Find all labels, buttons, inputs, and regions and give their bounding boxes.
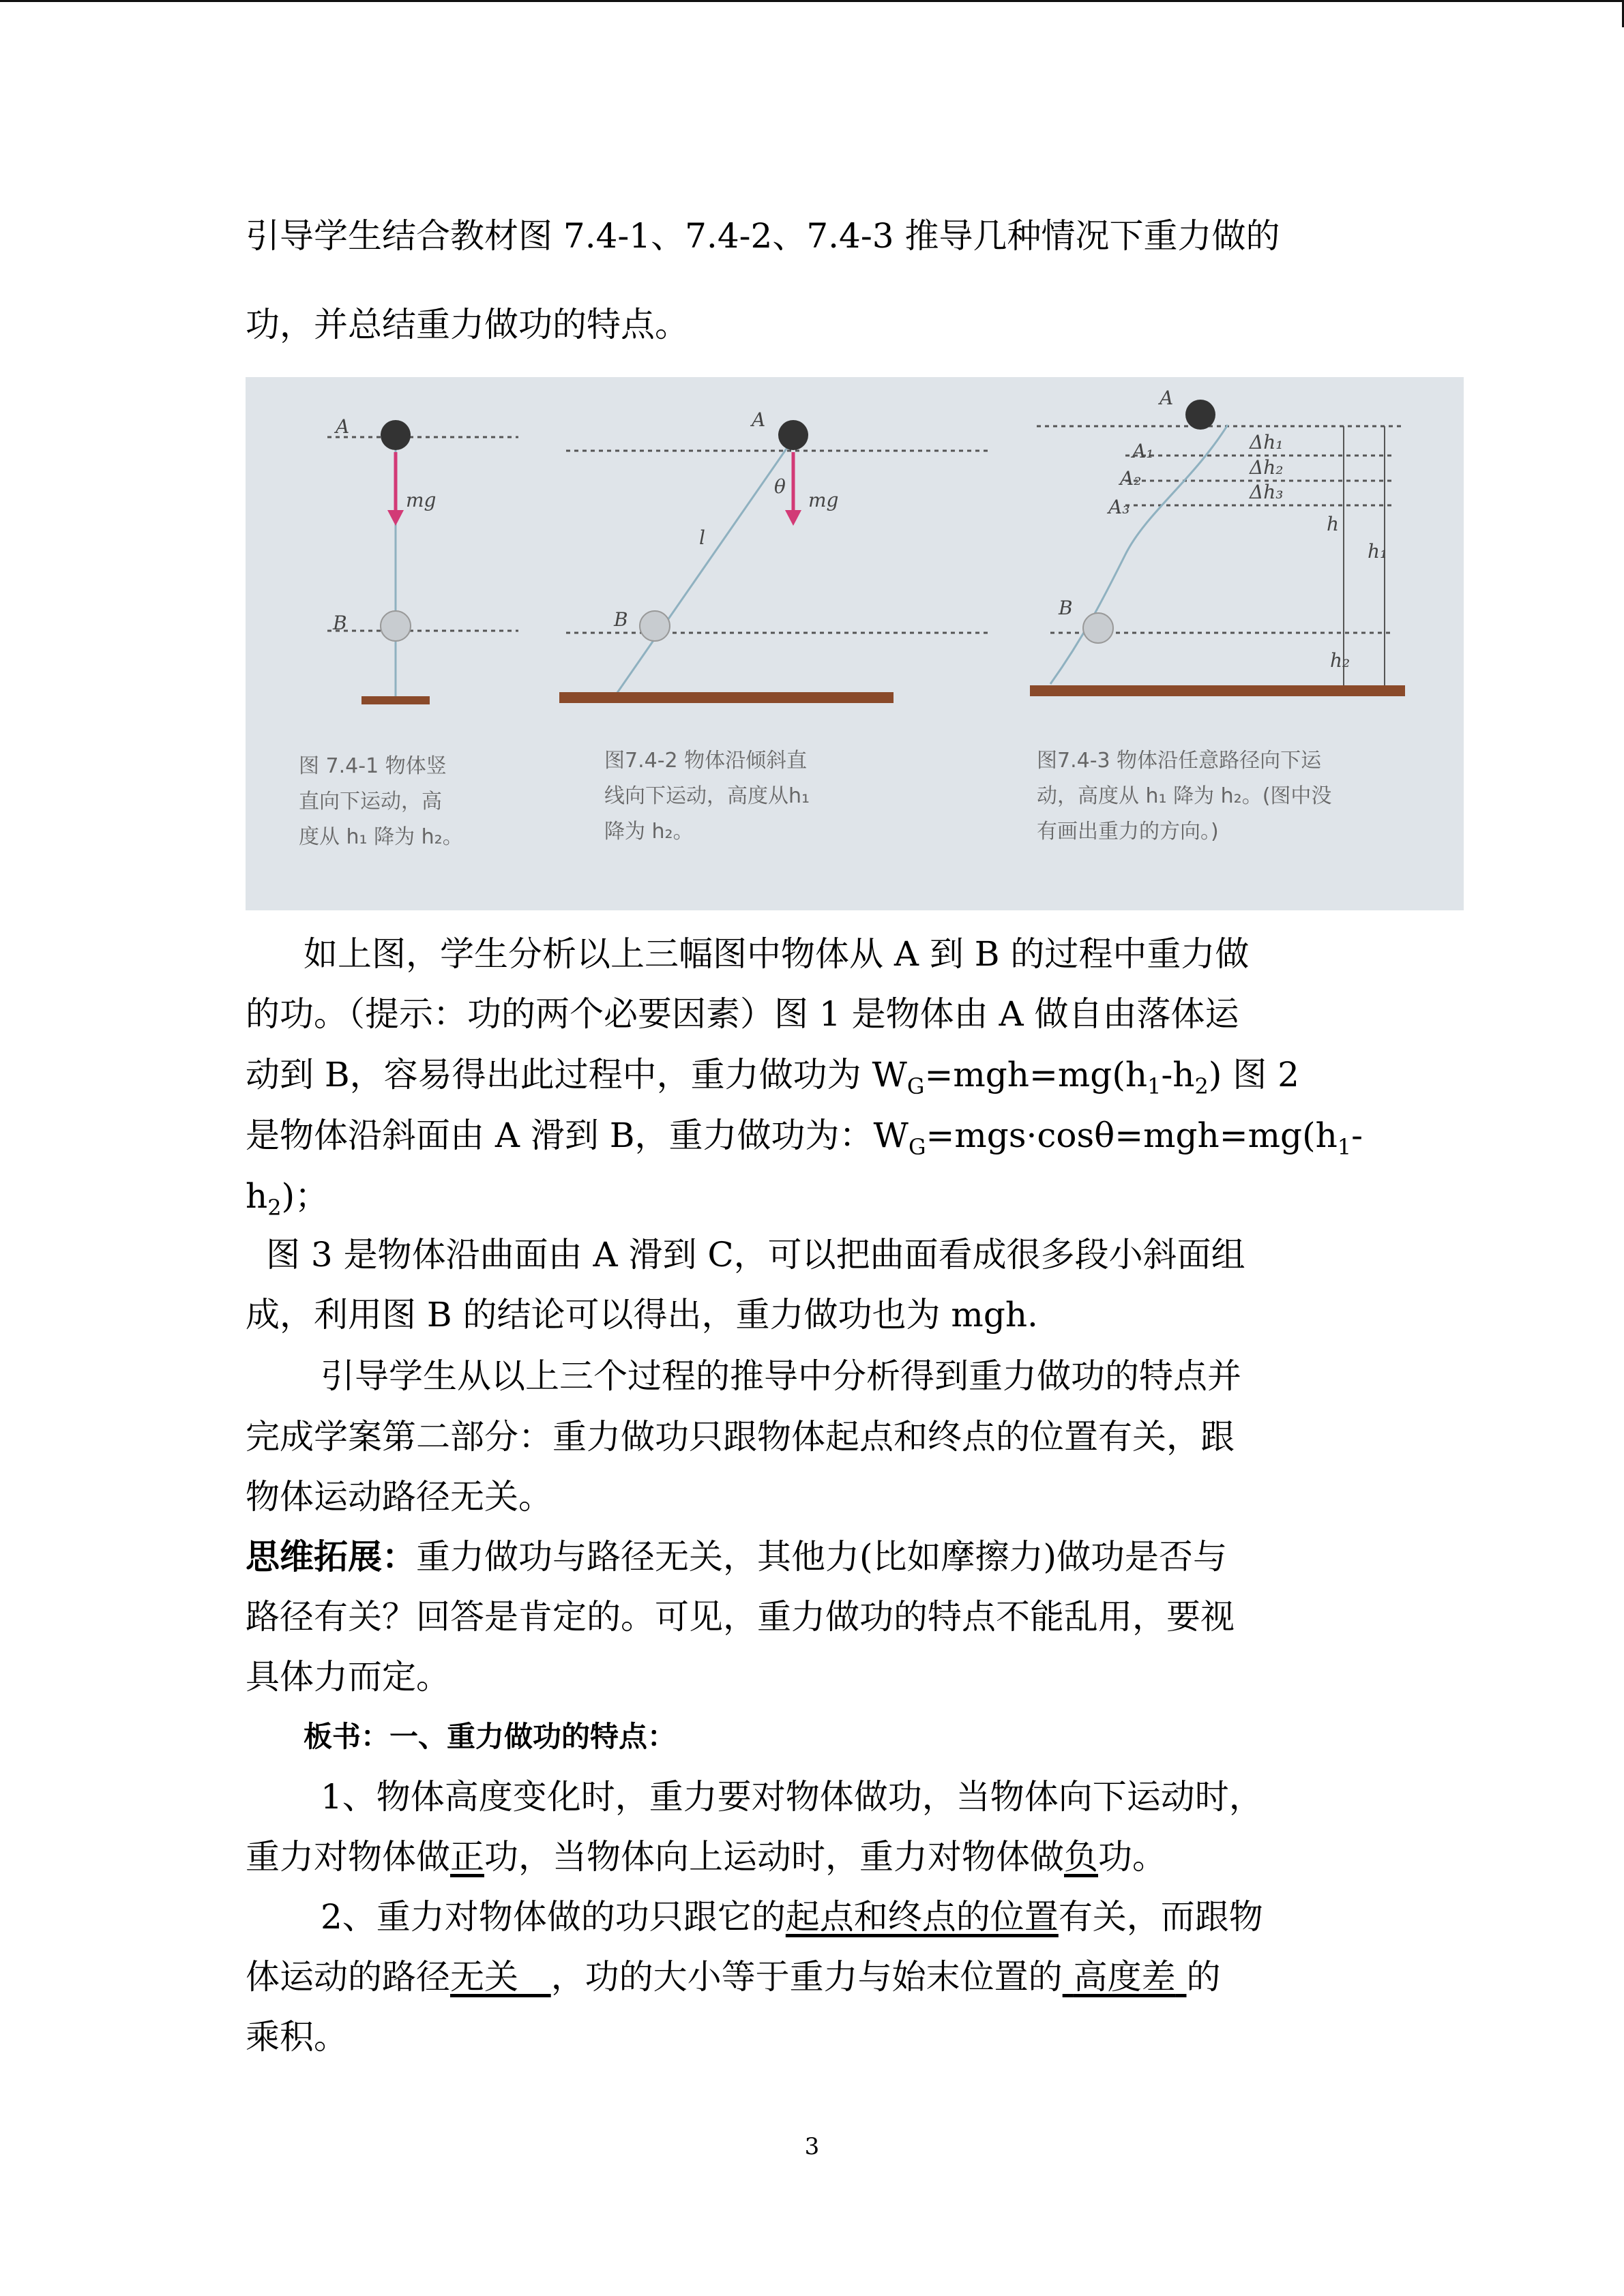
fig3-label-a2: A₂ — [1120, 467, 1142, 490]
board-p2-line-1: 2、重力对物体做的功只跟它的起点和终点的位置有关，而跟物 — [321, 1897, 1263, 1937]
analysis-line-3: 动到 B，容易得出此过程中，重力做功为 $W_G=mgh=mg(h_1-h_2)$ 图 2 — [246, 1055, 1299, 1099]
fig2-caption-1: 图7.4-2 物体沿倾斜直 — [604, 749, 808, 773]
fig3-caption-2: 动，高度从 h₁ 降为 h₂。(图中没 — [1037, 784, 1332, 808]
top-border — [0, 0, 1624, 2]
guide-line-1: 引导学生从以上三个过程的推导中分析得到重力做功的特点并 — [321, 1356, 1241, 1396]
guide-line-2: 完成学案第二部分：重力做功只跟物体起点和终点的位置有关，跟 — [246, 1417, 1235, 1457]
extension-label: 思维拓展： — [246, 1536, 416, 1577]
fig1-caption-2: 直向下运动，高 — [299, 790, 442, 814]
fig2-label-b: B — [614, 608, 628, 631]
extension-line-2: 路径有关？回答是肯定的。可见，重力做功的特点不能乱用，要视 — [246, 1597, 1235, 1637]
intro-line-2: 功，并总结重力做功的特点。 — [246, 305, 689, 344]
fig3-h: h — [1327, 513, 1340, 535]
textbook-figure — [246, 377, 1464, 910]
page-number: 3 — [804, 2133, 820, 2160]
fig2-caption-3: 降为 h₂。 — [604, 820, 694, 844]
analysis-line-5: $h_2$)； — [246, 1176, 329, 1221]
fig3-label-a: A — [1160, 387, 1174, 409]
board-p2-line-3: 乘积。 — [246, 2017, 348, 2057]
analysis-line-6: 图 3 是物体沿曲面由 A 滑到 C，可以把曲面看成很多段小斜面组 — [266, 1235, 1245, 1274]
fig2-length: l — [699, 526, 705, 549]
fig3-h1: h₁ — [1368, 540, 1388, 563]
fig2-label-a: A — [752, 408, 766, 431]
fig3-label-a1: A₁ — [1132, 440, 1154, 462]
fig1-label-b: B — [333, 612, 347, 634]
fig3-dh3: Δh₃ — [1250, 481, 1284, 503]
extension-line-3: 具体力而定。 — [246, 1657, 450, 1697]
fig3-caption-1: 图7.4-3 物体沿任意路径向下运 — [1037, 749, 1322, 773]
fig3-h2: h₂ — [1330, 649, 1350, 672]
fig1-label-a: A — [336, 415, 350, 438]
fig3-dh1: Δh₁ — [1250, 431, 1284, 453]
analysis-line-2: 的功。（提示：功的两个必要因素）图 1 是物体由 A 做自由落体运 — [246, 994, 1239, 1034]
fig2-angle: θ — [774, 475, 786, 498]
fig1-caption-3: 度从 h₁ 降为 h₂。 — [299, 825, 463, 849]
fig3-dh2: Δh₂ — [1250, 456, 1284, 479]
intro-line-1: 引导学生结合教材图 7.4-1、7.4-2、7.4-3 推导几种情况下重力做的 — [246, 216, 1280, 256]
extension-line-1: 思维拓展：重力做功与路径无关，其他力(比如摩擦力)做功是否与 — [246, 1536, 1228, 1577]
board-p1-line-2: 重力对物体做正功，当物体向上运动时，重力对物体做负功。 — [246, 1837, 1166, 1877]
board-p2-line-2: 体运动的路径无关 ，功的大小等于重力与始末位置的 高度差 的 — [246, 1957, 1221, 1997]
guide-line-3: 物体运动路径无关。 — [246, 1477, 552, 1517]
fig3-label-a3: A₃ — [1108, 496, 1130, 518]
board-p1-line-1: 1、物体高度变化时，重力要对物体做功，当物体向下运动时， — [321, 1777, 1263, 1817]
fig2-force: mg — [808, 489, 839, 511]
fig2-caption-2: 线向下运动，高度从h₁ — [604, 784, 810, 808]
fig1-caption-1: 图 7.4-1 物体竖 — [299, 754, 447, 778]
analysis-line-1: 如上图，学生分析以上三幅图中物体从 A 到 B 的过程中重力做 — [304, 934, 1250, 974]
fig3-label-b: B — [1059, 597, 1073, 619]
analysis-line-7: 成，利用图 B 的结论可以得出，重力做功也为 mgh. — [246, 1295, 1038, 1335]
analysis-line-4: 是物体沿斜面由 A 滑到 B，重力做功为：$W_G=mgs\cdot\cos\theta=mgh=mg(h_1-$ — [246, 1116, 1363, 1160]
board-heading: 板书：一、重力做功的特点： — [304, 1720, 677, 1753]
fig1-force: mg — [406, 489, 437, 511]
fig3-caption-3: 有画出重力的方向。) — [1037, 820, 1219, 844]
